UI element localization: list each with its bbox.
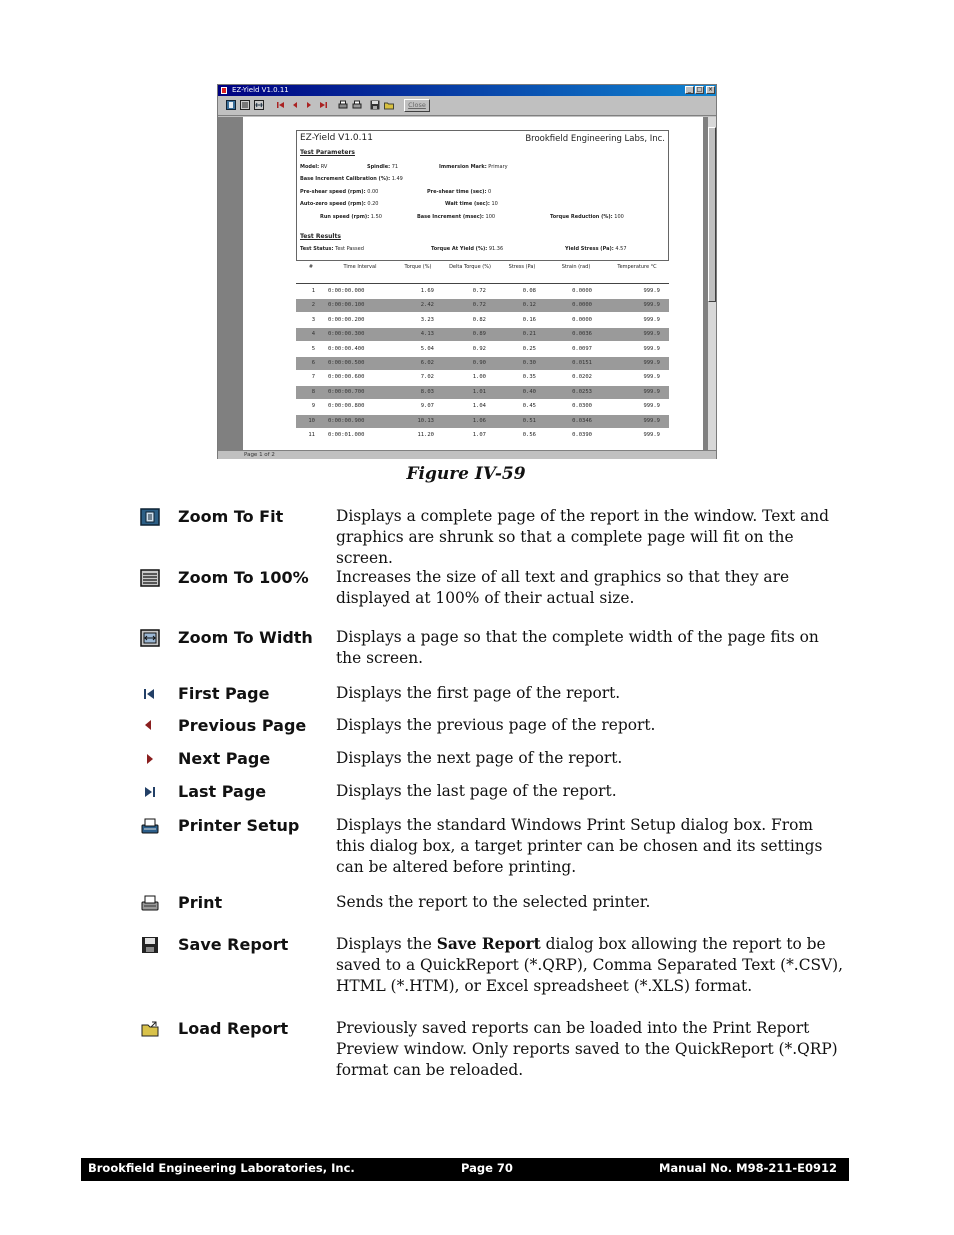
table-cell: 0.45	[522, 403, 536, 410]
table-cell: 0.82	[472, 316, 486, 323]
column-header: #	[308, 264, 314, 270]
zoom-fit-icon	[140, 508, 160, 526]
param-autozero: Auto-zero speed (rpm): 0.20	[300, 201, 379, 207]
table-cell: 1.69	[420, 288, 434, 294]
param-preshear-speed: Pre-shear speed (rpm): 0.00	[300, 189, 379, 195]
param-model: Model: RV	[300, 164, 328, 170]
table-cell: 4	[311, 331, 315, 338]
save-icon[interactable]	[370, 100, 380, 110]
item-description: Displays the next page of the report.	[336, 749, 623, 767]
report-header-box	[296, 130, 669, 261]
item-description: Increases the size of all text and graphics so that they are displayed at 100% of their actual size.	[336, 568, 790, 607]
table-cell: 0.25	[522, 345, 536, 352]
footer-company: Brookfield Engineering Laboratories, Inc.	[88, 1161, 355, 1175]
item-label: Next Page	[178, 749, 271, 768]
param-calibration: Base Increment Calibration (%): 1.49	[300, 176, 403, 182]
next-page-icon	[140, 750, 160, 768]
table-cell: 0.0000	[572, 302, 592, 309]
print-icon	[140, 894, 160, 912]
table-cell: 999.9	[643, 403, 660, 410]
result-status: Test Status: Test Passed	[300, 246, 364, 252]
table-cell: 999.9	[643, 388, 660, 395]
table-cell: 1.01	[472, 388, 486, 395]
page-footer	[81, 1158, 849, 1181]
app-icon	[221, 87, 227, 94]
report-title: EZ-Yield V1.0.11	[300, 133, 373, 143]
column-header: Delta Torque (%)	[449, 264, 491, 270]
table-row	[296, 400, 669, 413]
table-cell: 8	[311, 388, 315, 395]
report-company: Brookfield Engineering Labs, Inc.	[525, 134, 665, 144]
table-cell: 0.30	[522, 360, 536, 366]
window-titlebar	[218, 85, 716, 96]
table-cell: 0.89	[472, 331, 486, 338]
table-cell: 6.02	[420, 360, 434, 366]
item-description: Displays the last page of the report.	[336, 782, 617, 800]
table-cell: 999.9	[643, 302, 660, 309]
table-cell: 2.42	[420, 302, 434, 309]
window-title: EZ-Yield V1.0.11	[232, 86, 289, 94]
result-yield-stress: Yield Stress (Pa): 4.57	[565, 246, 627, 252]
table-cell: 0.08	[522, 288, 536, 294]
item-description: Displays the first page of the report.	[336, 684, 621, 702]
table-cell: 0.0151	[572, 360, 592, 366]
table-cell: 3.23	[420, 316, 434, 323]
table-cell: 11	[308, 432, 315, 438]
maximize-icon[interactable]: □	[696, 86, 703, 93]
table-cell: 5	[311, 345, 315, 352]
table-row	[296, 357, 669, 370]
table-cell: 0.0300	[572, 403, 592, 410]
table-row	[296, 328, 669, 341]
column-header: Stress (Pa)	[508, 264, 536, 270]
table-cell: 0.35	[522, 374, 536, 381]
item-label: Save Report	[178, 935, 289, 954]
item-label: Last Page	[178, 782, 267, 801]
first-page-icon	[140, 685, 160, 703]
scrollbar-thumb[interactable]	[708, 127, 716, 302]
footer-page-number: Page 70	[461, 1161, 513, 1175]
table-row	[296, 314, 669, 327]
item-label: Previous Page	[178, 716, 307, 735]
table-cell: 0.0202	[572, 374, 592, 381]
table-cell: 0:00:00.300	[328, 331, 365, 338]
item-label: Zoom To Fit	[178, 507, 284, 526]
item-description: Sends the report to the selected printer.	[336, 893, 651, 911]
table-cell: 0.72	[472, 302, 486, 309]
table-cell: 2	[311, 302, 315, 309]
figure-caption: Figure IV-59	[406, 464, 526, 484]
table-cell: 999.9	[643, 345, 660, 352]
table-row	[296, 371, 669, 384]
table-row	[296, 343, 669, 356]
page-status: Page 1 of 2	[244, 452, 275, 458]
param-immersion: Immersion Mark: Primary	[439, 164, 508, 170]
table-cell: 1.06	[472, 417, 486, 424]
preview-toolbar	[218, 96, 716, 116]
zoom-100-icon	[140, 569, 160, 587]
item-label: Zoom To Width	[178, 628, 313, 647]
results-table-header	[296, 262, 669, 284]
previous-page-icon	[140, 717, 160, 735]
table-cell: 999.9	[643, 316, 660, 323]
table-cell: 1.04	[472, 403, 486, 410]
column-header: Time Interval	[343, 264, 377, 270]
table-row	[296, 429, 669, 442]
item-label: Printer Setup	[178, 816, 300, 835]
table-cell: 999.9	[643, 288, 660, 294]
table-cell: 0.72	[472, 288, 486, 294]
item-label: Load Report	[178, 1019, 289, 1038]
printer-setup-icon[interactable]	[338, 100, 348, 110]
table-cell: 0.21	[522, 331, 536, 338]
results-heading: Test Results	[300, 233, 341, 240]
table-cell: 0.51	[522, 417, 536, 424]
table-cell: 0.0253	[572, 388, 592, 395]
params-heading: Test Parameters	[300, 149, 355, 156]
vertical-scrollbar[interactable]	[708, 117, 716, 450]
table-cell: 999.9	[643, 374, 660, 381]
item-description: Displays the standard Windows Print Setup dialog box. From this dialog box, a target printer can be chosen and its settings can be altered before printing.	[336, 816, 823, 876]
param-torque-reduction: Torque Reduction (%): 100	[550, 214, 624, 220]
table-cell: 1.00	[472, 374, 486, 381]
table-row	[296, 285, 669, 298]
status-bar	[218, 450, 716, 459]
load-icon	[140, 1020, 160, 1038]
param-wait-time: Wait time (sec): 10	[445, 201, 498, 207]
table-cell: 11.20	[417, 432, 434, 438]
item-description: Previously saved reports can be loaded into the Print Report Preview window. Only reports saved to the QuickReport (*.QRP) format can be reloaded.	[336, 1019, 838, 1079]
item-description: Displays the Save Report dialog box allowing the report to be saved to a QuickReport (*.QRP), Comma Separated Text (*.CSV), HTML (*.HTM), or Excel spreadsheet (*.XLS) format.	[336, 935, 844, 995]
table-cell: 0.40	[522, 388, 536, 395]
param-preshear-time: Pre-shear time (sec): 0	[427, 189, 492, 195]
table-cell: 10	[308, 417, 315, 424]
table-cell: 999.9	[643, 432, 660, 438]
table-cell: 0:00:00.900	[328, 417, 365, 424]
table-cell: 0:00:00.700	[328, 388, 365, 395]
previous-page-icon[interactable]	[290, 100, 300, 110]
table-row	[296, 415, 669, 428]
table-cell: 1	[311, 288, 315, 294]
table-cell: 0.0390	[572, 432, 592, 438]
item-label: Zoom To 100%	[178, 568, 309, 587]
table-cell: 8.03	[420, 388, 434, 395]
table-cell: 0:00:00.800	[328, 403, 365, 410]
table-cell: 0.0097	[572, 345, 592, 352]
report-page	[243, 117, 703, 450]
zoom-width-icon[interactable]	[254, 100, 264, 110]
next-page-icon[interactable]	[304, 100, 314, 110]
table-cell: 0.0000	[572, 288, 592, 294]
column-header: Torque (%)	[404, 264, 432, 270]
last-page-icon[interactable]	[318, 100, 328, 110]
table-cell: 0:00:01.000	[328, 432, 365, 438]
table-cell: 999.9	[643, 331, 660, 338]
table-cell: 9	[311, 403, 315, 410]
window-close-icon[interactable]: ×	[707, 86, 714, 93]
table-cell: 0.90	[472, 360, 486, 366]
table-cell: 4.13	[420, 331, 434, 338]
table-row	[296, 386, 669, 399]
table-cell: 0:00:00.400	[328, 345, 365, 352]
table-cell: 3	[311, 316, 315, 323]
param-run-speed: Run speed (rpm): 1.50	[320, 214, 382, 220]
table-cell: 0.56	[522, 432, 536, 438]
table-row	[296, 299, 669, 312]
item-label: First Page	[178, 684, 270, 703]
item-label: Print	[178, 893, 223, 912]
load-icon[interactable]	[384, 100, 394, 110]
app-window-screenshot	[217, 84, 717, 459]
table-cell: 0.92	[472, 345, 486, 352]
param-spindle: Spindle: 71	[367, 164, 399, 170]
table-cell: 0.0346	[572, 417, 592, 424]
printer-setup-icon	[140, 817, 160, 835]
footer-manual-number: Manual No. M98-211-E0912	[658, 1161, 837, 1175]
close-button[interactable]: Close	[404, 99, 430, 112]
minimize-icon[interactable]: _	[685, 86, 694, 94]
param-base-increment: Base Increment (msec): 100	[417, 214, 496, 220]
table-cell: 9.07	[420, 403, 434, 410]
zoom-100-icon[interactable]	[240, 100, 250, 110]
table-cell: 999.9	[643, 417, 660, 424]
zoom-fit-icon[interactable]	[226, 100, 236, 110]
item-description-emphasis: Save Report	[436, 935, 541, 953]
save-icon	[140, 936, 160, 954]
table-cell: 0.12	[522, 302, 536, 309]
table-cell: 10.13	[417, 417, 434, 424]
item-description: Displays a page so that the complete width of the page fits on the screen.	[336, 628, 819, 667]
table-cell: 0.0036	[572, 331, 592, 338]
table-cell: 0:00:00.000	[328, 288, 365, 294]
first-page-icon[interactable]	[276, 100, 286, 110]
table-cell: 0:00:00.100	[328, 302, 365, 309]
column-header: Strain (rad)	[561, 264, 591, 270]
item-description: Displays a complete page of the report in the window. Text and graphics are shrunk so that a complete page will fit on the screen.	[336, 507, 830, 567]
last-page-icon	[140, 783, 160, 801]
result-torque-yield: Torque At Yield (%): 91.36	[431, 246, 504, 252]
column-header: Temperature °C	[617, 264, 657, 270]
table-cell: 7	[311, 374, 315, 381]
table-cell: 0.0000	[572, 316, 592, 323]
table-cell: 1.07	[472, 432, 486, 438]
table-cell: 0.16	[522, 316, 536, 323]
table-cell: 7.02	[420, 374, 434, 381]
preview-canvas	[218, 117, 708, 450]
table-cell: 6	[311, 360, 315, 366]
item-description: Displays the previous page of the report.	[336, 716, 656, 734]
print-icon[interactable]	[352, 100, 362, 110]
table-cell: 0:00:00.600	[328, 374, 365, 381]
zoom-width-icon	[140, 629, 160, 647]
table-cell: 999.9	[643, 360, 660, 366]
table-cell: 0:00:00.200	[328, 316, 365, 323]
table-cell: 5.04	[420, 345, 434, 352]
table-cell: 0:00:00.500	[328, 360, 365, 366]
